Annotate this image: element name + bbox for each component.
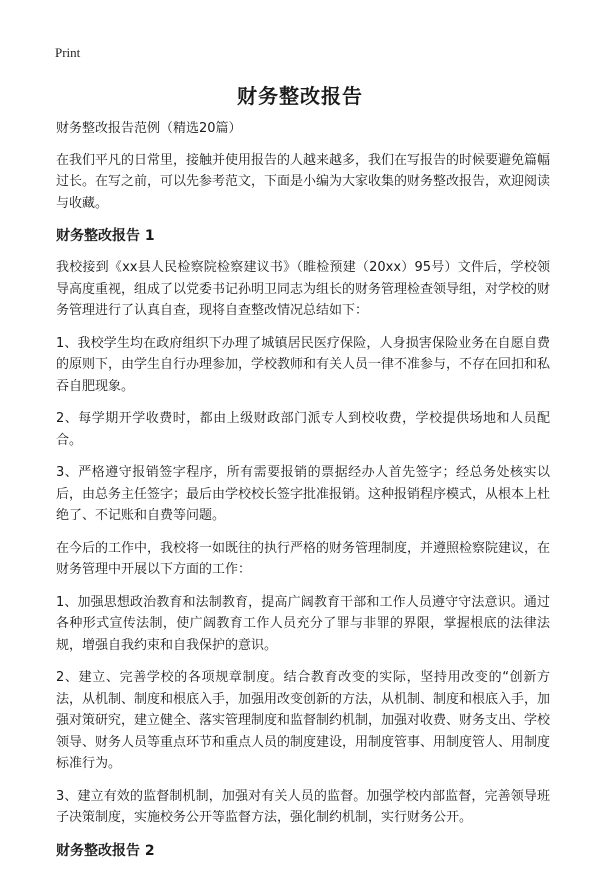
section-1-paragraph: 我校接到《xx县人民检察院检察建议书》（睢检预建（20xx）95号）文件后，学校领导高度重视，组成了以党委书记孙明卫同志为组长的财务管理检查领导组，对学校的财务管理进行了认真自查，现将自查整改情况总结如下： bbox=[56, 260, 551, 318]
section-1-paragraph: 2、每学期开学收费时，都由上级财政部门派专人到校收费，学校提供场地和人员配合。 bbox=[56, 411, 550, 448]
section-1-paragraph: 1、加强思想政治教育和法制教育，提高广阔教育干部和工作人员遵守守法意识。通过各种形式宣传法制，使广阔教育工作人员充分了罪与非罪的界限，掌握根底的法律法规，增强自我约束和自我保护的意识。 bbox=[56, 594, 550, 653]
document-subtitle: 财务整改报告范例（精选20篇） bbox=[56, 121, 242, 136]
intro-paragraph: 在我们平凡的日常里，接触并使用报告的人越来越多，我们在写报告的时候要避免篇幅过长。在写之前，可以先参考范文，下面是小编为大家收集的财务整改报告，欢迎阅读与收藏。 bbox=[56, 152, 551, 211]
section-1-paragraph: 在今后的工作中，我校将一如既往的执行严格的财务管理制度，并遵照检察院建议，在财务管理中开展以下方面的工作： bbox=[56, 540, 551, 577]
section-heading-2: 财务整改报告 2 bbox=[56, 842, 155, 859]
print-label: Print bbox=[55, 45, 81, 60]
section-1-paragraph: 1、我校学生均在政府组织下办理了城镇居民医疗保险，人身损害保险业务在自愿自费的原则下，由学生自行办理参加，学校教师和有关人员一律不准参与，不存在回扣和私吞自肥现象。 bbox=[56, 335, 551, 394]
page-title: 财务整改报告 bbox=[237, 84, 363, 108]
section-heading-1: 财务整改报告 1 bbox=[56, 228, 155, 244]
document-body bbox=[56, 118, 550, 872]
section-1-paragraph: 3、建立有效的监督制机制，加强对有关人员的监督。加强学校内部监督，完善领导班子决策制度，实施校务公开等监督方法，强化制约机制，实行财务公开。 bbox=[56, 788, 550, 825]
section-1-paragraph: 2、建立、完善学校的各项规章制度。结合教育改变的实际，坚持用改变的“创新方法，从机制、制度和根底入手，加强用改变创新的方法，从机制、制度和根底入手，加强对策研究，建立健全、落实管理制度和监督制约机制，加强对收费、财务支出、学校领导、财务人员等重点环节和重点人员的制度建设，用制度管事、用制度管人、用制度标准行为。 bbox=[56, 670, 551, 771]
section-1-paragraph: 3、严格遵守报销签字程序，所有需要报销的票据经办人首先签字；经总务处核实以后，由总务主任签字；最后由学校校长签字批准报销。这种报销程序模式，从根本上杜绝了、不记账和自费等问题。 bbox=[56, 465, 551, 523]
